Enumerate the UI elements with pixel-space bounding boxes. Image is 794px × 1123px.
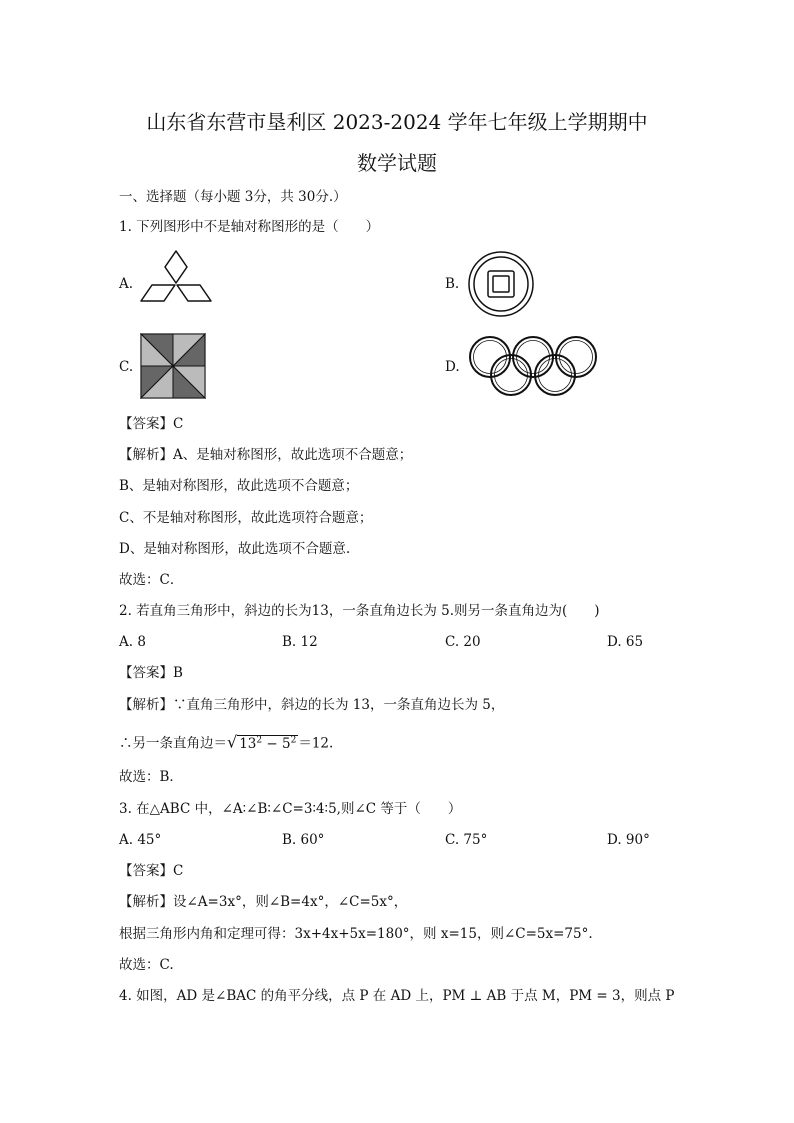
q1-option-b-label: B. <box>445 276 460 292</box>
q2-expl2-prefix: ∴另一条直角边＝ <box>119 735 227 752</box>
q3-option-a: A. 45° <box>119 832 162 848</box>
q2-answer: 【答案】B <box>119 665 183 681</box>
mitsubishi-figure <box>139 248 213 318</box>
exponent-2: 2 <box>290 735 297 745</box>
q1-explanation-2: B、是轴对称图形，故此选项不合题意； <box>119 478 359 494</box>
ancient-coin-figure <box>466 250 536 318</box>
q1-option-c-label: C. <box>119 359 134 375</box>
coin-outer-circle <box>469 252 533 316</box>
diamond-right <box>177 285 211 301</box>
q2-expl2-suffix: ＝12. <box>298 735 334 752</box>
q1-explanation-3: C、不是轴对称图形，故此选项符合题意； <box>119 510 373 526</box>
q2-option-d: D. 65 <box>607 634 644 650</box>
radicand-minus-5: − 5 <box>262 735 291 752</box>
q1-explanation-4: D、是轴对称图形，故此选项不合题意. <box>119 541 351 557</box>
q1-option-d-label: D. <box>445 359 460 375</box>
diamond-top <box>165 251 187 283</box>
q2-stem: 2. 若直角三角形中，斜边的长为13，一条直角边长为 5.则另一条直角边为( ) <box>119 603 600 619</box>
q2-option-c: C. 20 <box>445 634 481 650</box>
q3-stem: 3. 在△ABC 中，∠A∶∠B∶∠C=3∶4∶5,则∠C 等于（ ） <box>119 801 462 817</box>
square-root-expression: √ $13^2 - 5^2$ <box>227 732 297 752</box>
q2-explanation-2 <box>119 731 333 753</box>
radicand-13: 13 <box>239 735 257 752</box>
pinwheel-figure <box>140 333 206 399</box>
q2-conclusion: 故选：B． <box>119 769 183 785</box>
q1-explanation-1: 【解析】A、是轴对称图形，故此选项不合题意； <box>119 447 413 463</box>
q1-answer: 【答案】C <box>119 416 184 432</box>
q2-option-a: A. 8 <box>119 634 146 650</box>
document-title-line1: 山东省东营市垦利区 2023-2024 学年七年级上学期期中 <box>146 110 648 134</box>
q3-option-c: C. 75° <box>445 832 488 848</box>
q3-explanation-1: 【解析】设∠A=3x°，则∠B=4x°，∠C=5x°， <box>119 894 408 910</box>
coin-square-hole-outer <box>488 271 514 297</box>
coin-square-hole-inner <box>493 276 509 292</box>
q3-answer: 【答案】C <box>119 863 184 879</box>
q3-option-d: D. 90° <box>607 832 650 848</box>
q1-option-a-label: A. <box>119 276 134 292</box>
q1-conclusion: 故选：C． <box>119 572 184 588</box>
q3-option-b: B. 60° <box>282 832 325 848</box>
q4-stem: 4. 如图，AD 是∠BAC 的角平分线，点 P 在 AD 上，PM ⊥ AB 于点 M，PM = 3，则点 P <box>119 988 675 1004</box>
q3-conclusion: 故选：C. <box>119 957 174 973</box>
q1-stem: 1. 下列图形中不是轴对称图形的是（ ） <box>119 219 380 235</box>
coin-inner-circle <box>474 257 528 311</box>
olympic-rings-figure <box>466 333 600 399</box>
q2-explanation-1: 【解析】∵直角三角形中，斜边的长为 13，一条直角边长为 5， <box>119 697 505 713</box>
exponent-1: 2 <box>256 735 263 745</box>
section-heading: 一、选择题（每小题 3分，共 30分.） <box>119 189 347 205</box>
q2-option-b: B. 12 <box>282 634 318 650</box>
q3-explanation-2: 根据三角形内角和定理可得：3x+4x+5x=180°，则 x=15，则∠C=5x=75°. <box>119 926 593 942</box>
document-title-line2: 数学试题 <box>357 151 437 175</box>
